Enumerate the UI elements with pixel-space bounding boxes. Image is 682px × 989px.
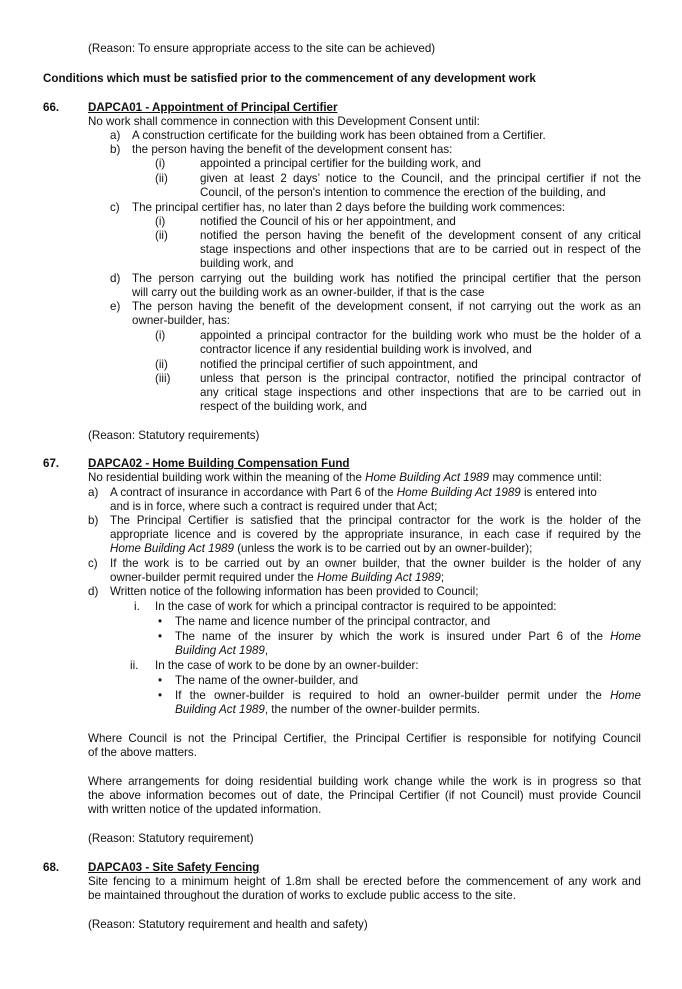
item-text: will carry out the building work as an owner-builder, if that is the case bbox=[132, 286, 485, 299]
item-text: appropriate licence and is covered by the appropriate insurance, in each case if required by the bbox=[110, 528, 641, 541]
paragraph-text: with written notice of the updated information. bbox=[88, 803, 322, 816]
item-marker: a) bbox=[110, 129, 121, 142]
subitem-text: In the case of work for which a principal contractor is required to be appointed: bbox=[155, 600, 557, 613]
subitem-text: stage inspections and other inspections that are to be carried out in respect of the bbox=[200, 243, 641, 256]
item-marker: d) bbox=[88, 585, 99, 598]
subitem-marker: (i) bbox=[155, 215, 166, 228]
bullet-text: If the owner-builder is required to hold an owner-builder permit under the Home bbox=[175, 689, 641, 702]
condition-68-number: 68. bbox=[43, 861, 60, 874]
bullet-icon: • bbox=[158, 630, 163, 643]
reason-access: (Reason: To ensure appropriate access to the site can be achieved) bbox=[88, 42, 436, 55]
item-text: and is in force, where such a contract is required under that Act; bbox=[110, 500, 438, 513]
bullet-text: The name of the insurer by which the work is insured under Part 6 of the Home bbox=[175, 630, 641, 643]
item-marker: c) bbox=[88, 557, 98, 570]
paragraph-text: Site fencing to a minimum height of 1.8m shall be erected before the commencement of any work and bbox=[88, 875, 641, 888]
subitem-text: given at least 2 days’ notice to the Council, and the principal certifier if not the bbox=[200, 172, 641, 185]
item-text: A contract of insurance in accordance with Part 6 of the Home Building Act 1989 is entered into bbox=[110, 486, 597, 499]
subitem-text: appointed a principal certifier for the building work, and bbox=[200, 157, 481, 170]
item-marker: b) bbox=[110, 143, 121, 156]
item-marker: b) bbox=[88, 514, 99, 527]
item-text: The person having the benefit of the development consent, if not carrying out the work as an bbox=[132, 300, 641, 313]
bullet-text: Building Act 1989, the number of the owner-builder permits. bbox=[175, 703, 481, 716]
condition-66-intro: No work shall commence in connection with this Development Consent until: bbox=[88, 115, 480, 128]
section-heading: Conditions which must be satisfied prior to the commencement of any development work bbox=[43, 72, 536, 85]
subitem-text: respect of the building work, and bbox=[200, 400, 367, 413]
subitem-text: contractor licence if any residential building work is involved, and bbox=[200, 343, 532, 356]
paragraph-text: Where Council is not the Principal Certifier, the Principal Certifier is responsible for notifying Council bbox=[88, 732, 641, 745]
condition-67-intro: No residential building work within the meaning of the Home Building Act 1989 may commence until: bbox=[88, 471, 602, 484]
subitem-marker: (ii) bbox=[155, 229, 168, 242]
paragraph-text: Where arrangements for doing residential building work change while the work is in progress so that bbox=[88, 775, 641, 788]
bullet-text: The name and licence number of the principal contractor, and bbox=[175, 615, 491, 628]
subitem-text: unless that person is the principal contractor, notified the principal contractor of bbox=[200, 372, 641, 385]
bullet-icon: • bbox=[158, 689, 163, 702]
subitem-text: notified the person having the benefit of the development consent of any critical bbox=[200, 229, 641, 242]
bullet-text: Building Act 1989, bbox=[175, 644, 269, 657]
item-text: The Principal Certifier is satisfied that the principal contractor for the work is the holder of the bbox=[110, 514, 641, 527]
item-marker: d) bbox=[110, 272, 121, 285]
subitem-text: In the case of work to be done by an owner-builder: bbox=[155, 659, 419, 672]
condition-67-number: 67. bbox=[43, 457, 60, 470]
subitem-marker: (ii) bbox=[155, 358, 168, 371]
item-text: The person carrying out the building work has notified the principal certifier that the person bbox=[132, 272, 641, 285]
bullet-text: The name of the owner-builder, and bbox=[175, 674, 359, 687]
condition-66-number: 66. bbox=[43, 101, 60, 114]
condition-68-reason: (Reason: Statutory requirement and health and safety) bbox=[88, 918, 368, 931]
bullet-icon: • bbox=[158, 615, 163, 628]
subitem-marker: (ii) bbox=[155, 172, 168, 185]
item-text: Written notice of the following information has been provided to Council; bbox=[110, 585, 479, 598]
item-text: owner-builder, has: bbox=[132, 314, 230, 327]
bullet-icon: • bbox=[158, 674, 163, 687]
subitem-text: appointed a principal contractor for the building work who must be the holder of a bbox=[200, 329, 641, 342]
item-marker: c) bbox=[110, 201, 120, 214]
subitem-marker: (i) bbox=[155, 157, 166, 170]
subitem-text: building work, and bbox=[200, 257, 294, 270]
condition-68-title: DAPCA03 - Site Safety Fencing bbox=[88, 861, 260, 874]
subitem-text: notified the Council of his or her appointment, and bbox=[200, 215, 456, 228]
paragraph-text: be maintained throughout the duration of works to exclude public access to the site. bbox=[88, 889, 516, 902]
subitem-marker: ii. bbox=[130, 659, 139, 672]
paragraph-text: the above information becomes out of date, the Principal Certifier (if not Council) must provide Council bbox=[88, 789, 641, 802]
item-text: owner-builder permit required under the Home Building Act 1989; bbox=[110, 571, 445, 584]
item-text: If the work is to be carried out by an owner builder, that the owner builder is the holder of any bbox=[110, 557, 641, 570]
subitem-text: Council, of the person's intention to commence the erection of the building, and bbox=[200, 186, 606, 199]
item-marker: e) bbox=[110, 300, 121, 313]
condition-66-title: DAPCA01 - Appointment of Principal Certifier bbox=[88, 101, 338, 114]
condition-67-reason: (Reason: Statutory requirement) bbox=[88, 832, 254, 845]
subitem-marker: i. bbox=[134, 600, 140, 613]
item-text: Home Building Act 1989 (unless the work is to be carried out by an owner-builder); bbox=[110, 542, 533, 555]
condition-66-reason: (Reason: Statutory requirements) bbox=[88, 429, 260, 442]
subitem-text: any critical stage inspections and other inspections that are to be carried out in bbox=[200, 386, 641, 399]
paragraph-text: of the above matters. bbox=[88, 746, 197, 759]
item-marker: a) bbox=[88, 486, 99, 499]
subitem-marker: (i) bbox=[155, 329, 166, 342]
item-text: the person having the benefit of the development consent has: bbox=[132, 143, 453, 156]
subitem-marker: (iii) bbox=[155, 372, 171, 385]
condition-67-title: DAPCA02 - Home Building Compensation Fund bbox=[88, 457, 350, 470]
subitem-text: notified the principal certifier of such appointment, and bbox=[200, 358, 478, 371]
item-text: The principal certifier has, no later than 2 days before the building work commences: bbox=[132, 201, 566, 214]
item-text: A construction certificate for the building work has been obtained from a Certifier. bbox=[132, 129, 546, 142]
